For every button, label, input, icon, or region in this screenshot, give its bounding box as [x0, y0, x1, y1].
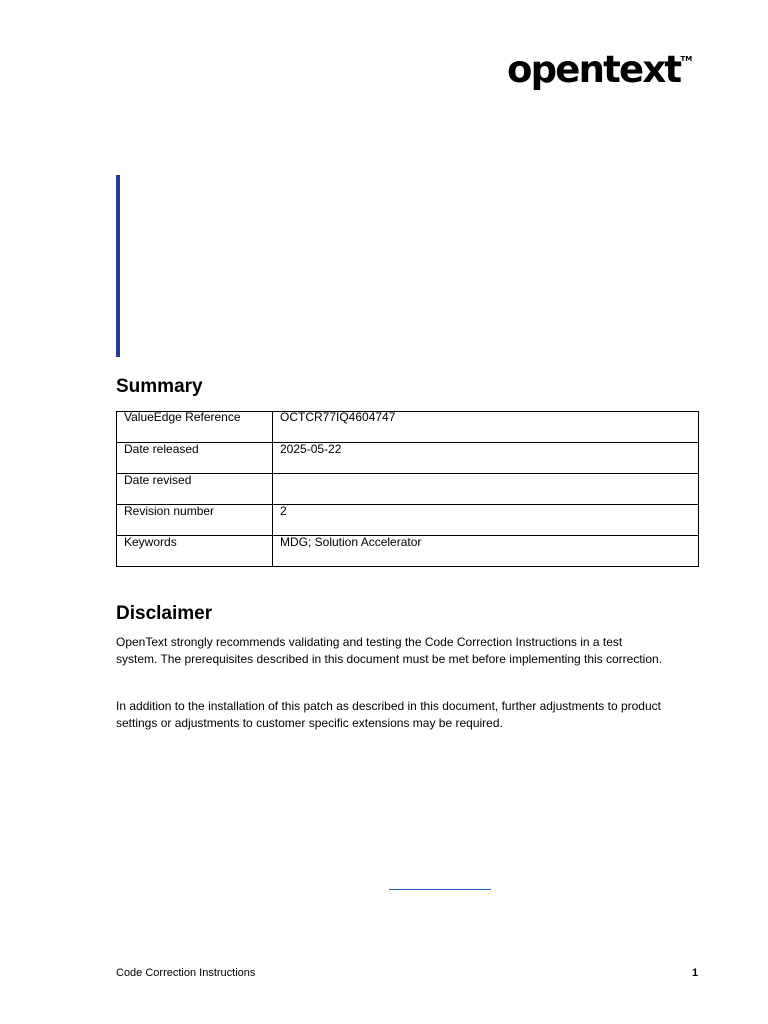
logo-wordmark: opentext [507, 48, 681, 91]
row-value-keywords: MDG; Solution Accelerator [273, 536, 699, 567]
page-number: 1 [692, 967, 699, 979]
summary-heading: Summary [116, 376, 203, 397]
hyperlink-underline[interactable] [389, 889, 491, 890]
summary-table [116, 411, 699, 567]
table-row [117, 536, 699, 567]
row-label-date-revised: Date revised [117, 474, 273, 505]
table-row [117, 443, 699, 474]
row-label-valueedge-reference: ValueEdge Reference [117, 412, 273, 443]
disclaimer-paragraph-2: In addition to the installation of this patch as described in this document, further adjustments to product settings or adjustments to customer specific extensions may be required. [116, 699, 661, 730]
row-label-keywords: Keywords [117, 536, 273, 567]
table-row [117, 412, 699, 443]
table-row [117, 505, 699, 536]
disclaimer-paragraph-1: OpenText strongly recommends validating and testing the Code Correction Instructions in a test system. The prerequisites described in this document must be met before implementing this correction. [116, 635, 663, 666]
row-value-date-released: 2025-05-22 [273, 443, 699, 474]
row-value-date-revised [273, 474, 699, 505]
disclaimer-heading: Disclaimer [116, 603, 213, 624]
trademark-symbol: TM [680, 55, 693, 63]
footer-document-title: Code Correction Instructions [116, 967, 256, 979]
table-row [117, 474, 699, 505]
row-label-date-released: Date released [117, 443, 273, 474]
opentext-logo [507, 48, 693, 91]
title-accent-bar [116, 175, 120, 357]
row-label-revision-number: Revision number [117, 505, 273, 536]
row-value-revision-number: 2 [273, 505, 699, 536]
row-value-valueedge-reference: OCTCR77IQ4604747 [273, 412, 699, 443]
